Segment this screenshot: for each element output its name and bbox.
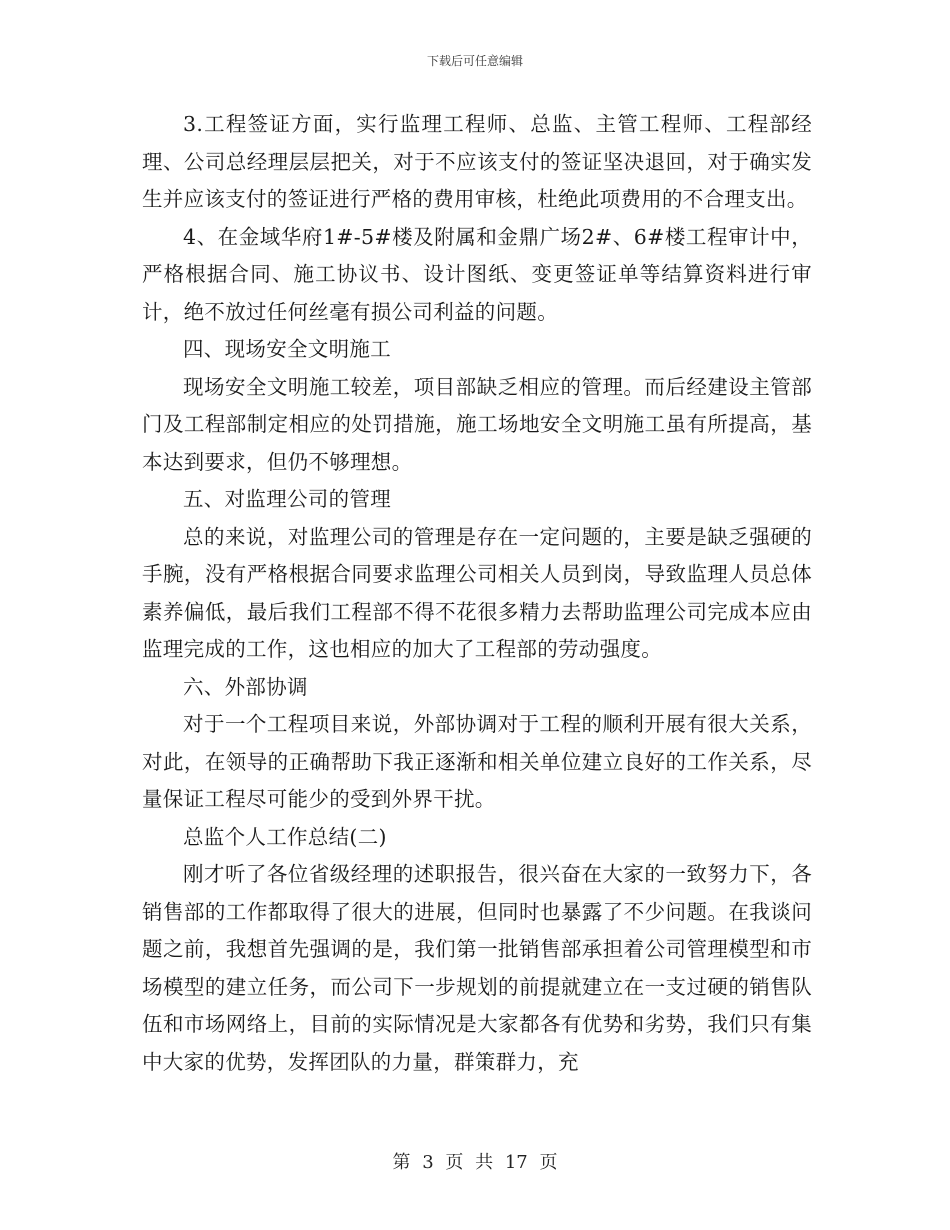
paragraph-sales-report: 刚才听了各位省级经理的述职报告，很兴奋在大家的一致努力下，各销售部的工作都取得了很大的进展，但同时也暴露了不少问题。在我谈问题之前，我想首先强调的是，我们第一批销售部承担着公司管理模型和市场模型的建立任务，而公司下一步规划的前提就建立在一支过硬的销售队伍和市场网络上，目前的实际情况是大家都各有优势和劣势，我们只有集中大家的优势，发挥团队的力量，群策群力，充 bbox=[142, 862, 812, 1074]
document-body bbox=[142, 106, 812, 1081]
section-heading-coordination: 六、外部协调 bbox=[183, 674, 308, 699]
paragraph-audit: 4、在金域华府1#-5#楼及附属和金鼎广场2#、6#楼工程审计中，严格根据合同、施工协议书、设计图纸、变更签证单等结算资料进行审计，绝不放过任何丝毫有损公司利益的问题。 bbox=[142, 224, 812, 324]
paragraph-safety: 现场安全文明施工较差，项目部缺乏相应的管理。而后经建设主管部门及工程部制定相应的处罚措施，施工场地安全文明施工虽有所提高，基本达到要求，但仍不够理想。 bbox=[142, 374, 812, 474]
page-header-note: 下载后可任意编辑 bbox=[426, 54, 523, 68]
section-heading-summary-two: 总监个人工作总结(二) bbox=[183, 824, 387, 849]
paragraph-visa-review: 3.工程签证方面，实行监理工程师、总监、主管工程师、工程部经理、公司总经理层层把关，对于不应该支付的签证坚决退回，对于确实发生并应该支付的签证进行严格的费用审核，杜绝此项费用的不合理支出。 bbox=[142, 112, 812, 211]
section-heading-supervision: 五、对监理公司的管理 bbox=[183, 487, 391, 511]
section-heading-safety: 四、现场安全文明施工 bbox=[183, 337, 391, 361]
paragraph-supervision: 总的来说，对监理公司的管理是存在一定问题的，主要是缺乏强硬的手腕，没有严格根据合同要求监理公司相关人员到岗，导致监理人员总体素养偏低，最后我们工程部不得不花很多精力去帮助监理公司完成本应由监理完成的工作，这也相应的加大了工程部的劳动强度。 bbox=[142, 524, 812, 661]
page-number: 第 3 页 共 17 页 bbox=[392, 1152, 558, 1173]
paragraph-coordination: 对于一个工程项目来说，外部协调对于工程的顺利开展有很大关系，对此，在领导的正确帮助下我正逐渐和相关单位建立良好的工作关系，尽量保证工程尽可能少的受到外界干扰。 bbox=[142, 712, 812, 811]
